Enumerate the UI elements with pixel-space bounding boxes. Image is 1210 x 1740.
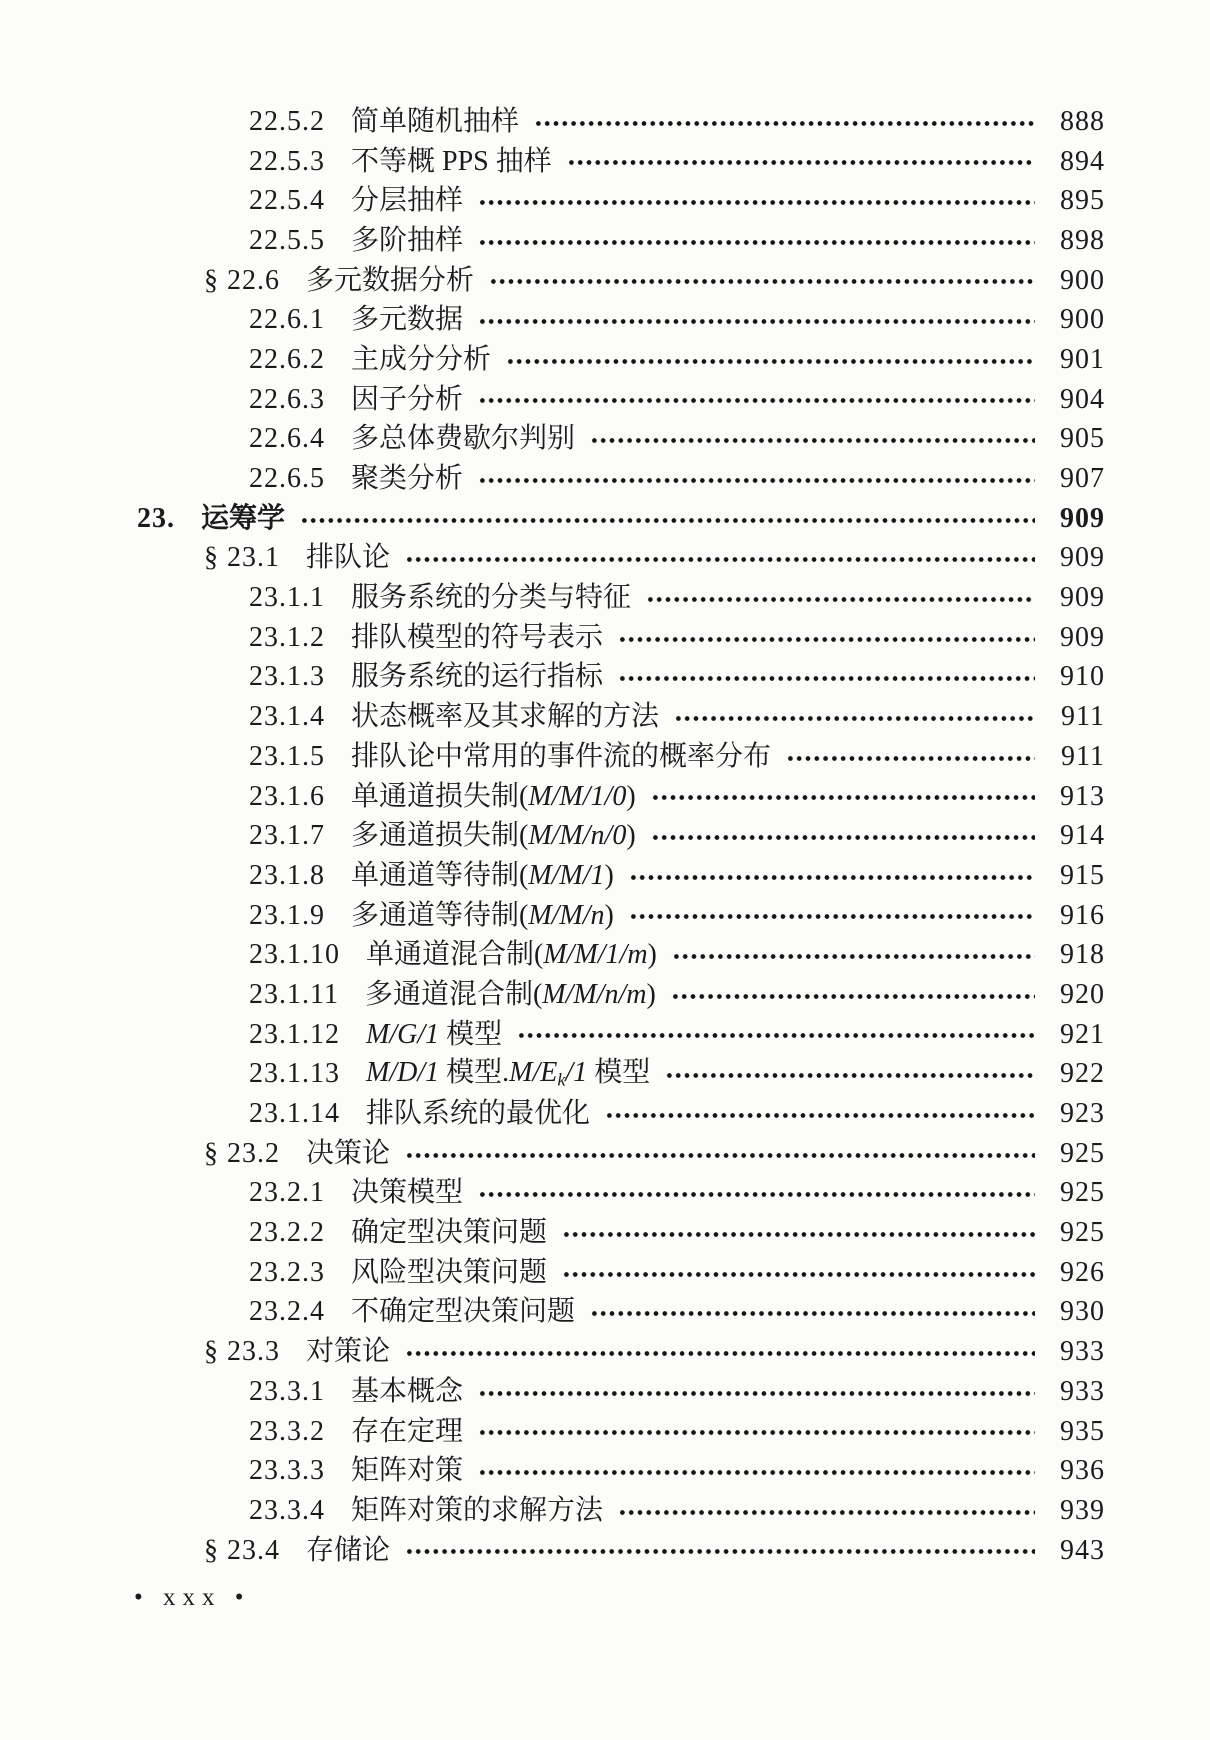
toc-entry-title: 风险型决策问题 <box>351 1256 548 1288</box>
toc-entry-title: 单通道等待制(M/M/1) <box>351 859 614 891</box>
toc-entry-title: 排队论中常用的事件流的概率分布 <box>351 740 772 772</box>
toc-row <box>0 1094 1105 1134</box>
dot-leader <box>616 618 1035 658</box>
toc-entry-number: 23. <box>137 502 175 534</box>
toc-entry-page-number: 925 <box>1060 1177 1105 1209</box>
toc-entry-number: 23.2.1 <box>249 1177 325 1209</box>
toc-entry-title: 排队论 <box>306 542 391 574</box>
toc-entry-number: 22.5.2 <box>249 105 325 137</box>
dot-leader <box>603 1094 1035 1134</box>
toc-entry-page-number: 909 <box>1060 621 1105 653</box>
dot-leader <box>403 539 1035 579</box>
toc-entry-page-number: 936 <box>1060 1455 1105 1487</box>
toc-entry-number: 23.2.3 <box>249 1256 325 1288</box>
dot-leader <box>298 499 1035 539</box>
toc-entry-page-number: 895 <box>1060 185 1105 217</box>
toc-entry-title: 决策模型 <box>351 1177 464 1209</box>
dot-leader <box>627 856 1035 896</box>
toc-entry-title: 单通道损失制(M/M/1/0) <box>351 780 636 812</box>
dot-leader <box>476 300 1035 340</box>
toc-entry-number: 22.6.2 <box>249 343 325 375</box>
toc-entry-page-number: 923 <box>1060 1098 1105 1130</box>
toc-entry-page-number: 933 <box>1060 1336 1105 1368</box>
toc-entry-page-number: 894 <box>1060 145 1105 177</box>
toc-entry-page-number: 888 <box>1060 105 1105 137</box>
toc-entry-title: 服务系统的运行指标 <box>351 661 604 693</box>
toc-row <box>0 380 1105 420</box>
toc-entry-page-number: 918 <box>1060 939 1105 971</box>
toc-entry-number: 23.3.1 <box>249 1375 325 1407</box>
toc-entry-title: 多通道等待制(M/M/n) <box>351 899 614 931</box>
toc-row <box>0 1174 1105 1214</box>
toc-entry-number: 23.1.4 <box>249 701 325 733</box>
toc-entry-title: 单通道混合制(M/M/1/m) <box>366 939 657 971</box>
toc-entry-page-number: 905 <box>1060 423 1105 455</box>
toc-entry-page-number: 914 <box>1060 820 1105 852</box>
toc-entry-number: 23.3.3 <box>249 1455 325 1487</box>
dot-leader <box>627 896 1035 936</box>
toc-entry-number: § 23.1 <box>204 542 280 574</box>
toc-entry-number: 23.2.4 <box>249 1296 325 1328</box>
toc-row <box>0 1253 1105 1293</box>
dot-leader <box>403 1531 1035 1571</box>
dot-leader <box>476 459 1035 499</box>
toc-row <box>0 697 1105 737</box>
dot-leader <box>565 142 1035 182</box>
toc-row <box>0 1213 1105 1253</box>
toc-entry-number: 23.3.2 <box>249 1415 325 1447</box>
dot-leader <box>784 737 1035 777</box>
toc-entry-page-number: 898 <box>1060 224 1105 256</box>
toc-entry-page-number: 907 <box>1060 463 1105 495</box>
toc-row <box>0 816 1105 856</box>
toc-entry-number: § 23.3 <box>204 1336 280 1368</box>
toc-entry-title: 存在定理 <box>351 1415 464 1447</box>
toc-entry-title: 状态概率及其求解的方法 <box>351 701 660 733</box>
dot-leader <box>476 380 1035 420</box>
toc-entry-page-number: 935 <box>1060 1415 1105 1447</box>
toc-entry-number: 22.6.1 <box>249 304 325 336</box>
toc-row <box>0 1451 1105 1491</box>
dot-leader <box>476 1412 1035 1452</box>
toc-entry-title: 存储论 <box>306 1534 391 1566</box>
toc-entry-title: 矩阵对策的求解方法 <box>351 1494 604 1526</box>
toc-entry-title: 运筹学 <box>201 502 286 534</box>
toc-entry-page-number: 909 <box>1060 582 1105 614</box>
toc-row <box>0 459 1105 499</box>
toc-entry-page-number: 916 <box>1060 899 1105 931</box>
toc-row <box>0 896 1105 936</box>
toc-entry-number: 23.1.14 <box>249 1098 340 1130</box>
dot-leader <box>515 1015 1035 1055</box>
toc-entry-title: 不确定型决策问题 <box>351 1296 576 1328</box>
dot-leader <box>649 816 1035 856</box>
dot-leader <box>649 777 1035 817</box>
toc-entry-page-number: 913 <box>1060 780 1105 812</box>
dot-leader <box>476 1451 1035 1491</box>
toc-entry-page-number: 921 <box>1060 1018 1105 1050</box>
toc-entry-page-number: 925 <box>1060 1217 1105 1249</box>
toc-entry-page-number: 943 <box>1060 1534 1105 1566</box>
toc-entry-number: 23.1.1 <box>249 582 325 614</box>
toc-row <box>0 1055 1105 1095</box>
toc-entry-number: 23.1.13 <box>249 1058 340 1090</box>
toc-entry-number: 23.1.5 <box>249 740 325 772</box>
toc-row <box>0 340 1105 380</box>
toc-entry-page-number: 920 <box>1060 978 1105 1010</box>
toc-row <box>0 420 1105 460</box>
dot-leader <box>644 578 1035 618</box>
toc-row <box>0 181 1105 221</box>
toc-entry-title: 多元数据分析 <box>306 264 475 296</box>
dot-leader <box>476 221 1035 261</box>
toc-entry-number: 23.1.6 <box>249 780 325 812</box>
toc-entry-number: 23.1.9 <box>249 899 325 931</box>
toc-entry-number: 23.2.2 <box>249 1217 325 1249</box>
toc-entry-title: 多通道损失制(M/M/n/0) <box>351 820 636 852</box>
toc-row <box>0 539 1105 579</box>
toc-entry-number: 22.6.5 <box>249 463 325 495</box>
dot-leader <box>663 1055 1035 1095</box>
toc-entry-title: 排队系统的最优化 <box>366 1098 591 1130</box>
toc-entry-title: 排队模型的符号表示 <box>351 621 604 653</box>
toc-entry-title: 服务系统的分类与特征 <box>351 582 632 614</box>
toc-entry-number: 22.6.3 <box>249 383 325 415</box>
toc-row <box>0 578 1105 618</box>
toc-row <box>0 737 1105 777</box>
dot-leader <box>670 935 1035 975</box>
toc-row <box>0 1412 1105 1452</box>
toc-row <box>0 142 1105 182</box>
toc-entry-number: 22.6.4 <box>249 423 325 455</box>
toc-entry-number: § 22.6 <box>204 264 280 296</box>
toc-row <box>0 499 1105 539</box>
toc-entry-number: § 23.4 <box>204 1534 280 1566</box>
toc-entry-title: 因子分析 <box>351 383 464 415</box>
dot-leader <box>616 658 1035 698</box>
dot-leader <box>487 261 1035 301</box>
toc-row <box>0 975 1105 1015</box>
dot-leader <box>588 1293 1035 1333</box>
toc-entry-number: 23.1.2 <box>249 621 325 653</box>
toc-entry-number: 23.1.3 <box>249 661 325 693</box>
dot-leader <box>403 1134 1035 1174</box>
toc-row <box>0 1293 1105 1333</box>
toc-entry-page-number: 909 <box>1060 542 1105 574</box>
toc-entry-page-number: 930 <box>1060 1296 1105 1328</box>
toc-entry-number: 22.5.5 <box>249 224 325 256</box>
toc-entry-page-number: 900 <box>1060 264 1105 296</box>
dot-leader <box>532 102 1035 142</box>
toc-entry-title: 多阶抽样 <box>351 224 464 256</box>
toc-row <box>0 261 1105 301</box>
toc-entry-title: 分层抽样 <box>351 185 464 217</box>
dot-leader <box>476 1372 1035 1412</box>
toc-entry-title: 不等概 PPS 抽样 <box>351 145 552 177</box>
toc-entry-number: 23.3.4 <box>249 1494 325 1526</box>
toc-row <box>0 1134 1105 1174</box>
dot-leader <box>504 340 1035 380</box>
toc-entry-title: 对策论 <box>306 1336 391 1368</box>
page-footer: • xxx • <box>134 1584 251 1612</box>
toc-entry-page-number: 939 <box>1060 1494 1105 1526</box>
dot-leader <box>476 1174 1035 1214</box>
toc-entry-number: 22.5.3 <box>249 145 325 177</box>
toc-entry-number: 23.1.12 <box>249 1018 340 1050</box>
toc-row <box>0 777 1105 817</box>
toc-entry-page-number: 910 <box>1060 661 1105 693</box>
toc-entry-number: 23.1.11 <box>249 978 339 1010</box>
toc-entry-page-number: 926 <box>1060 1256 1105 1288</box>
toc-entry-page-number: 933 <box>1060 1375 1105 1407</box>
toc-entry-number: 23.1.7 <box>249 820 325 852</box>
dot-leader <box>560 1253 1035 1293</box>
toc-entry-page-number: 901 <box>1060 343 1105 375</box>
toc-entry-title: 聚类分析 <box>351 463 464 495</box>
toc-row <box>0 856 1105 896</box>
dot-leader <box>616 1491 1035 1531</box>
toc-entry-page-number: 915 <box>1060 859 1105 891</box>
toc-entry-number: § 23.2 <box>204 1137 280 1169</box>
toc-entry-title: 多通道混合制(M/M/n/m) <box>364 978 656 1010</box>
toc-entry-page-number: 909 <box>1060 502 1105 534</box>
toc-entry-page-number: 925 <box>1060 1137 1105 1169</box>
toc-entry-page-number: 911 <box>1061 740 1105 772</box>
toc-row <box>0 102 1105 142</box>
toc-row <box>0 1491 1105 1531</box>
dot-leader <box>669 975 1035 1015</box>
toc-entry-number: 23.1.8 <box>249 859 325 891</box>
dot-leader <box>672 697 1035 737</box>
dot-leader <box>403 1332 1035 1372</box>
toc-entry-title: 主成分分析 <box>351 343 492 375</box>
toc-row <box>0 1015 1105 1055</box>
toc-entry-title: M/G/1 模型 <box>366 1018 503 1050</box>
toc-entry-title: 简单随机抽样 <box>351 105 520 137</box>
toc-row <box>0 1531 1105 1571</box>
toc-row <box>0 1372 1105 1412</box>
toc-entry-title: 基本概念 <box>351 1375 464 1407</box>
dot-leader <box>588 420 1035 460</box>
toc-entry-number: 22.5.4 <box>249 185 325 217</box>
toc-entry-number: 23.1.10 <box>249 939 340 971</box>
toc-entry-title: 多元数据 <box>351 304 464 336</box>
toc-row <box>0 1332 1105 1372</box>
toc-row <box>0 221 1105 261</box>
toc-row <box>0 618 1105 658</box>
toc-entry-page-number: 904 <box>1060 383 1105 415</box>
toc-entry-title: M/D/1 模型$.M/E_k/1$ 模型 <box>366 1057 651 1091</box>
toc-entry-title: 多总体费歇尔判别 <box>351 423 576 455</box>
toc-row <box>0 935 1105 975</box>
dot-leader <box>476 181 1035 221</box>
toc-entry-title: 矩阵对策 <box>351 1455 464 1487</box>
toc-entry-page-number: 922 <box>1060 1058 1105 1090</box>
toc-entry-page-number: 900 <box>1060 304 1105 336</box>
toc-entry-title: 决策论 <box>306 1137 391 1169</box>
toc-row <box>0 300 1105 340</box>
toc-row <box>0 658 1105 698</box>
dot-leader <box>560 1213 1035 1253</box>
toc-entry-page-number: 911 <box>1061 701 1105 733</box>
toc-entry-title: 确定型决策问题 <box>351 1217 548 1249</box>
